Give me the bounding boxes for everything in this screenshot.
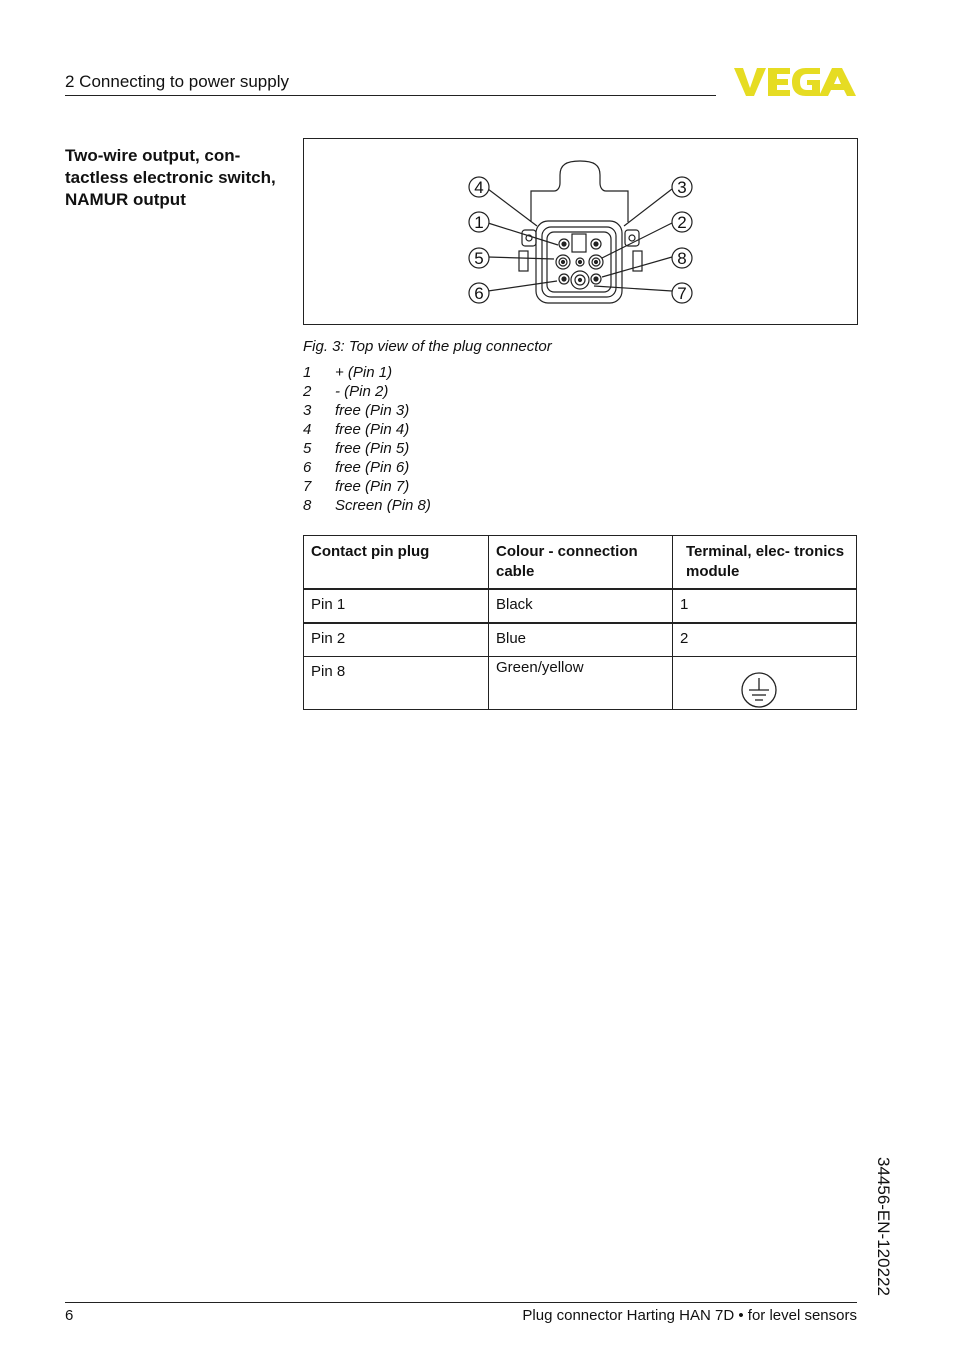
legend-item: 5 free (Pin 5) [303, 440, 410, 457]
cell-terminal [673, 657, 857, 710]
header-contact-pin: Contact pin plug [304, 536, 489, 590]
header-divider [65, 95, 716, 96]
cell-pin: Pin 8 [304, 657, 489, 710]
callout-2: 2 [677, 213, 687, 232]
legend-item: 3 free (Pin 3) [303, 402, 410, 419]
cell-pin: Pin 1 [304, 589, 489, 623]
cell-terminal: 1 [673, 589, 857, 623]
pin-assignment-table [303, 535, 857, 710]
table-header-row [304, 536, 857, 590]
footer-divider [65, 1302, 857, 1303]
legend-item: 8 Screen (Pin 8) [303, 497, 431, 514]
plug-connector-figure [303, 138, 858, 325]
legend-item: 2 - (Pin 2) [303, 383, 389, 400]
table-row [304, 589, 857, 623]
legend-item: 1 + (Pin 1) [303, 364, 393, 381]
plug-connector-diagram [304, 139, 857, 324]
callout-6: 6 [474, 284, 484, 303]
document-id: 34456-EN-120222 [874, 1157, 893, 1296]
section-heading: Two-wire output, con- tactless electronic switch, NAMUR output [65, 146, 276, 209]
callout-4: 4 [474, 178, 484, 197]
page-number: 6 [65, 1307, 74, 1324]
footer-doc-title: Plug connector Harting HAN 7D • for level sensors [522, 1307, 857, 1324]
table-row [304, 657, 857, 710]
figure-legend [303, 363, 431, 515]
callout-8: 8 [677, 249, 687, 268]
cell-colour: Black [489, 589, 673, 623]
cell-terminal: 2 [673, 623, 857, 657]
header-section-title: 2 Connecting to power supply [65, 72, 289, 91]
cell-colour: Blue [489, 623, 673, 657]
legend-item: 7 free (Pin 7) [303, 478, 410, 495]
callout-1: 1 [474, 213, 484, 232]
cell-pin: Pin 2 [304, 623, 489, 657]
table-row [304, 623, 857, 657]
callout-3: 3 [677, 178, 687, 197]
figure-caption: Fig. 3: Top view of the plug connector [303, 338, 552, 355]
cell-colour: Green/yellow [489, 657, 673, 710]
callout-5: 5 [474, 249, 484, 268]
legend-item: 6 free (Pin 6) [303, 459, 410, 476]
vega-logo [734, 66, 858, 103]
header-terminal: Terminal, elec- tronics module [673, 536, 857, 590]
legend-item: 4 free (Pin 4) [303, 421, 410, 438]
earth-ground-icon [741, 672, 777, 708]
callout-7: 7 [677, 284, 687, 303]
header-colour: Colour - connection cable [489, 536, 673, 590]
